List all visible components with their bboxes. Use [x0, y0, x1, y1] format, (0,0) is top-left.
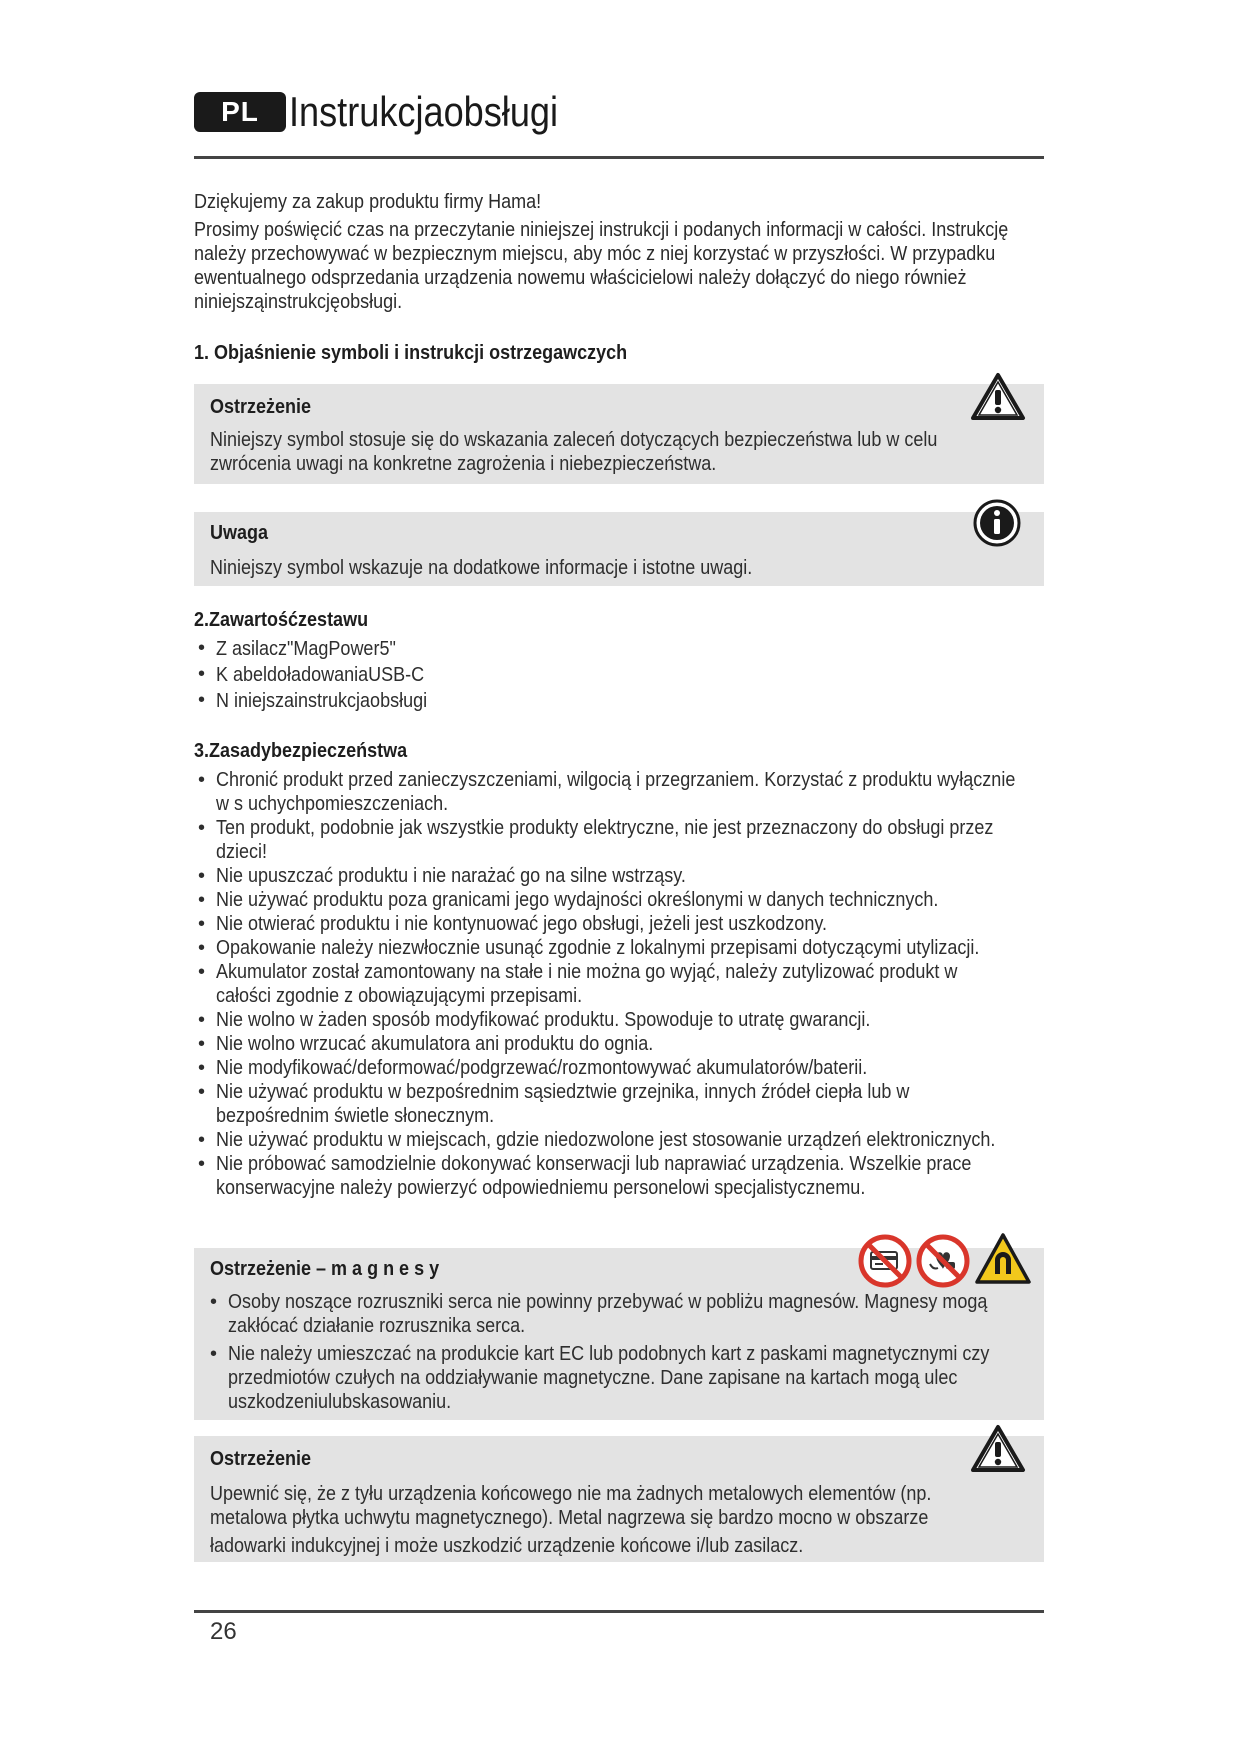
list-item [194, 636, 451, 662]
safety-list [194, 768, 1104, 1200]
box-text-line: zwrócenia uwagi na konkretne zagrożenia i niebezpieczeństwa. [210, 453, 717, 475]
warning-triangle-icon [970, 1424, 1026, 1474]
warning-box [194, 384, 1044, 484]
section-heading: 1. Objaśnienie symboli i instrukcji ostrzegawczych [194, 342, 628, 364]
magnet-warning-icon [974, 1232, 1032, 1286]
magnet-warning-box [194, 1248, 1044, 1420]
intro-line: Dziękujemy za zakup produktu firmy Hama! [194, 191, 542, 213]
list-item-text: • Nie otwierać produktu i nie kontynuować jego obsługi, jeżeli jest uszkodzony. [216, 913, 828, 935]
list-item [194, 1152, 1104, 1200]
list-item [194, 662, 451, 688]
list-item-text: • Nie modyfikować/deformować/podgrzewać/rozmontowywać akumulatorów/baterii. [216, 1057, 868, 1079]
page-header [194, 88, 1044, 160]
page-number: 26 [210, 1618, 237, 1645]
list-item-text: bezpośrednim świetle słonecznym. [216, 1105, 495, 1127]
section-heading: 3.Zasadybezpieczeństwa [194, 740, 408, 762]
list-item [194, 960, 1104, 1008]
box-text-line: Niniejszy symbol wskazuje na dodatkowe informacje i istotne uwagi. [210, 557, 753, 579]
list-item-text: • Ten produkt, podobnie jak wszystkie produkty elektryczne, nie jest przeznaczony do obsługi przez [216, 817, 994, 839]
list-item-text: • N iniejszainstrukcjaobsługi [216, 690, 428, 712]
list-item [194, 1032, 1104, 1056]
warning-box [194, 1436, 1044, 1562]
list-item-text: • Nie wolno w żaden sposób modyfikować produktu. Spowoduje to utratę gwarancji. [216, 1009, 871, 1031]
box-title: Ostrzeżenie [210, 396, 312, 418]
list-item [206, 1342, 1074, 1414]
intro-line: ewentualnego odsprzedania urządzenia nowemu właścicielowi należy dołączyć do niego również [194, 267, 967, 289]
list-item-text: • Nie upuszczać produktu i nie narażać go na silne wstrząsy. [216, 865, 686, 887]
list-item-text: w s uchychpomieszczeniach. [216, 793, 449, 815]
list-item-text: • Nie należy umieszczać na produkcie kart EC lub podobnych kart z paskami magnetycznymi czy [228, 1343, 990, 1365]
no-pacemaker-icon [916, 1234, 970, 1288]
list-item-text: dzieci! [216, 841, 268, 863]
info-circle-icon [972, 498, 1022, 548]
footer-divider [194, 1610, 1044, 1613]
language-badge: PL [194, 92, 286, 132]
no-cards-icon [858, 1234, 912, 1288]
list-item [194, 888, 1104, 912]
list-item [194, 768, 1104, 816]
list-item-text: • Nie próbować samodzielnie dokonywać konserwacji lub naprawiać urządzenia. Wszelkie prace [216, 1153, 972, 1175]
list-item-text: całości zgodnie z obowiązującymi przepisami. [216, 985, 583, 1007]
box-text-line: Niniejszy symbol stosuje się do wskazania zaleceń dotyczących bezpieczeństwa lub w celu [210, 429, 938, 451]
list-item [194, 1008, 1104, 1032]
list-item [194, 1080, 1104, 1128]
list-item-text: • Akumulator został zamontowany na stałe i nie można go wyjąć, należy zutylizować produkt w [216, 961, 958, 983]
list-item-text: uszkodzeniulubskasowaniu. [228, 1391, 452, 1413]
list-item-text: • Nie używać produktu poza granicami jego wydajności określonymi w danych technicznych. [216, 889, 939, 911]
list-item-text: • Z asilacz"MagPower5" [216, 638, 396, 660]
list-item-text: • Chronić produkt przed zanieczyszczeniami, wilgocią i przegrzaniem. Korzystać z produktu wyłącznie [216, 769, 1016, 791]
list-item-text: zakłócać działanie rozrusznika serca. [228, 1315, 526, 1337]
warning-triangle-icon [970, 372, 1026, 422]
box-text [210, 428, 1018, 476]
list-item-text: • K abeldoładowaniaUSB-C [216, 664, 425, 686]
intro-line: Prosimy poświęcić czas na przeczytanie niniejszej instrukcji i podanych informacji w całości. Instrukcję [194, 219, 1009, 241]
list-item-text: • Nie używać produktu w bezpośrednim sąsiedztwie grzejnika, innych źródeł ciepła lub w [216, 1081, 910, 1103]
list-item-text: konserwacyjne należy powierzyć odpowiedniemu personelowi specjalistycznemu. [216, 1177, 866, 1199]
list-item [194, 864, 1104, 888]
box-text [206, 1290, 1074, 1414]
contents-list [194, 636, 451, 714]
list-item [194, 816, 1104, 864]
box-title: Ostrzeżenie – m a g n e s y [210, 1258, 440, 1280]
list-item [194, 936, 1104, 960]
list-item-text: • Osoby noszące rozruszniki serca nie powinny przebywać w pobliżu magnesów. Magnesy mogą [228, 1291, 988, 1313]
list-item-text: • Nie używać produktu w miejscach, gdzie niedozwolone jest stosowanie urządzeń elektronicznych. [216, 1129, 996, 1151]
intro-paragraph [194, 190, 1099, 314]
box-text [210, 1482, 1012, 1558]
list-item-text: • Opakowanie należy niezwłocznie usunąć zgodnie z lokalnymi przepisami dotyczącymi utylizacji. [216, 937, 980, 959]
box-text [210, 556, 813, 580]
box-title: Ostrzeżenie [210, 1448, 312, 1470]
header-divider [194, 156, 1044, 159]
section-heading: 2.Zawartośćzestawu [194, 609, 369, 631]
list-item [194, 1128, 1104, 1152]
note-box [194, 512, 1044, 586]
box-title: Uwaga [210, 522, 269, 544]
list-item [206, 1290, 1074, 1338]
box-text-line: metalowa płytka uchwytu magnetycznego). Metal nagrzewa się bardzo mocno w obszarze [210, 1507, 929, 1529]
list-item-text: przedmiotów czułych na oddziaływanie magnetyczne. Dane zapisane na kartach mogą ulec [228, 1367, 958, 1389]
list-item [194, 912, 1104, 936]
intro-line: należy przechowywać w bezpiecznym miejscu, aby móc z niej korzystać w przyszłości. W przypadku [194, 243, 996, 265]
list-item-text: • Nie wolno wrzucać akumulatora ani produktu do ognia. [216, 1033, 654, 1055]
intro-line: niniejsząinstrukcjęobsługi. [194, 291, 403, 313]
list-item [194, 688, 451, 714]
page-title: Instrukcjaobsługi [289, 88, 559, 135]
box-text-line: Upewnić się, że z tyłu urządzenia końcowego nie ma żadnych metalowych elementów (np. [210, 1483, 932, 1505]
box-text-line: ładowarki indukcyjnej i może uszkodzić urządzenie końcowe i/lub zasilacz. [210, 1535, 804, 1557]
list-item [194, 1056, 1104, 1080]
